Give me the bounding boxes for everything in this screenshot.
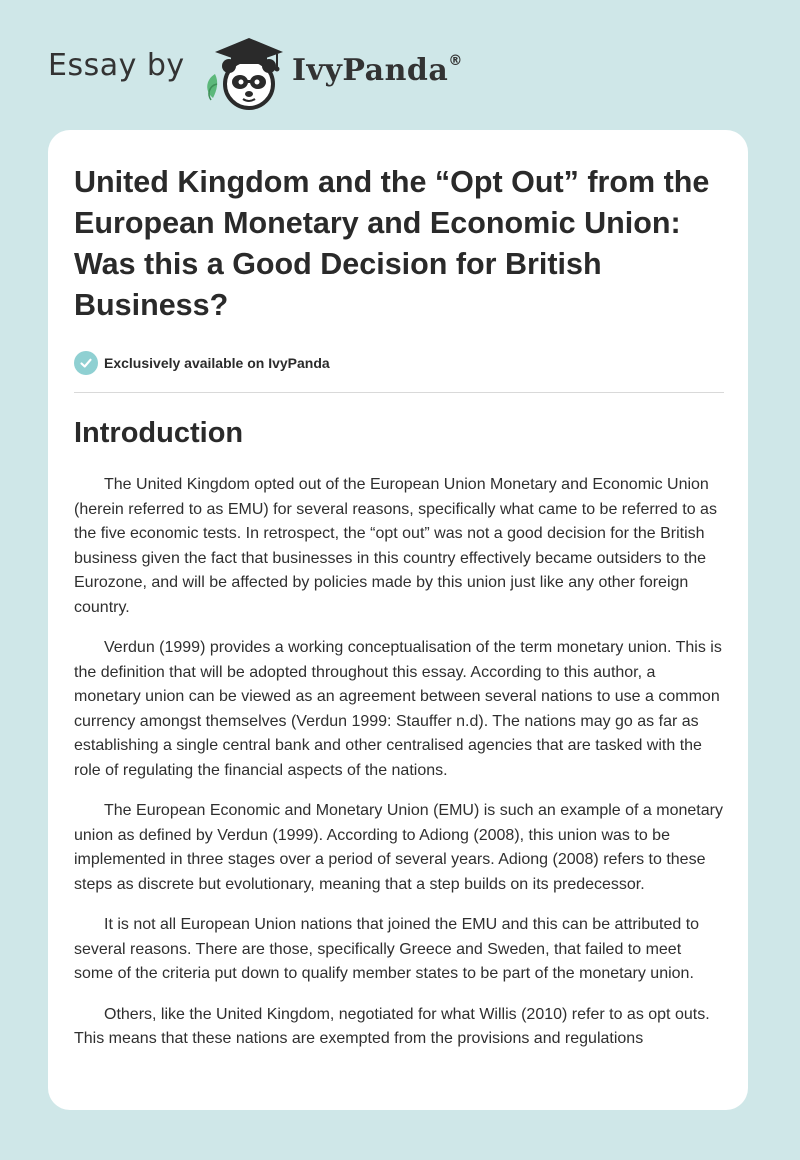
panda-graduate-icon[interactable] bbox=[201, 34, 287, 110]
paragraph: Others, like the United Kingdom, negotiated for what Willis (2010) refer to as opt outs. This means that these nations are exempted from the provisions and regulations bbox=[74, 1005, 710, 1047]
badge-label: Exclusively available on IvyPanda bbox=[104, 355, 330, 371]
divider bbox=[74, 392, 724, 393]
essay-body bbox=[74, 473, 724, 1052]
brand-text: IvyPanda bbox=[292, 53, 449, 88]
registered-mark: ® bbox=[448, 53, 463, 69]
essay-by-label: Essay by bbox=[48, 48, 185, 83]
paragraph: The European Economic and Monetary Union (EMU) is such an example of a monetary union as defined by Verdun (1999). According to Adiong (2008), this union was to be implemented in three stages over a period of several years. Adiong (2008) refers to these steps as discrete but evolutionary, meaning that a step builds on its predecessor. bbox=[74, 802, 723, 893]
paragraph: Verdun (1999) provides a working conceptualisation of the term monetary union. This is the definition that will be adopted throughout this essay. According to this author, a monetary union can be viewed as an agreement between several nations to use a common currency amongst themselves (Verdun 1999: Stauffer n.d). The nations may go as far as establishing a single central bank and other centralised agencies that are tasked with the role of regulating the financial aspects of the nations. bbox=[74, 639, 722, 779]
essay-card bbox=[48, 130, 748, 1110]
essay-title: United Kingdom and the “Opt Out” from the European Monetary and Economic Union: Was this a Good Decision for British Business? bbox=[74, 165, 710, 322]
check-icon bbox=[74, 351, 98, 375]
section-heading: Introduction bbox=[74, 417, 244, 449]
paragraph: The United Kingdom opted out of the European Union Monetary and Economic Union (herein referred to as EMU) for several reasons, specifically what came to be referred to as the five economic tests. In retrospect, the “opt out” was not a good decision for the British business given the fact that businesses in this country effectively became outsiders to the Eurozone, and will be affected by policies made by this union just like any other foreign country. bbox=[74, 476, 717, 616]
essay-content bbox=[74, 162, 724, 1068]
exclusive-badge bbox=[74, 350, 724, 376]
paragraph: It is not all European Union nations that joined the EMU and this can be attributed to several reasons. There are those, specifically Greece and Sweden, that failed to meet some of the criteria put down to qualify member states to be part of the monetary union. bbox=[74, 916, 700, 982]
site-header bbox=[48, 30, 752, 110]
brand-name[interactable] bbox=[292, 53, 463, 88]
